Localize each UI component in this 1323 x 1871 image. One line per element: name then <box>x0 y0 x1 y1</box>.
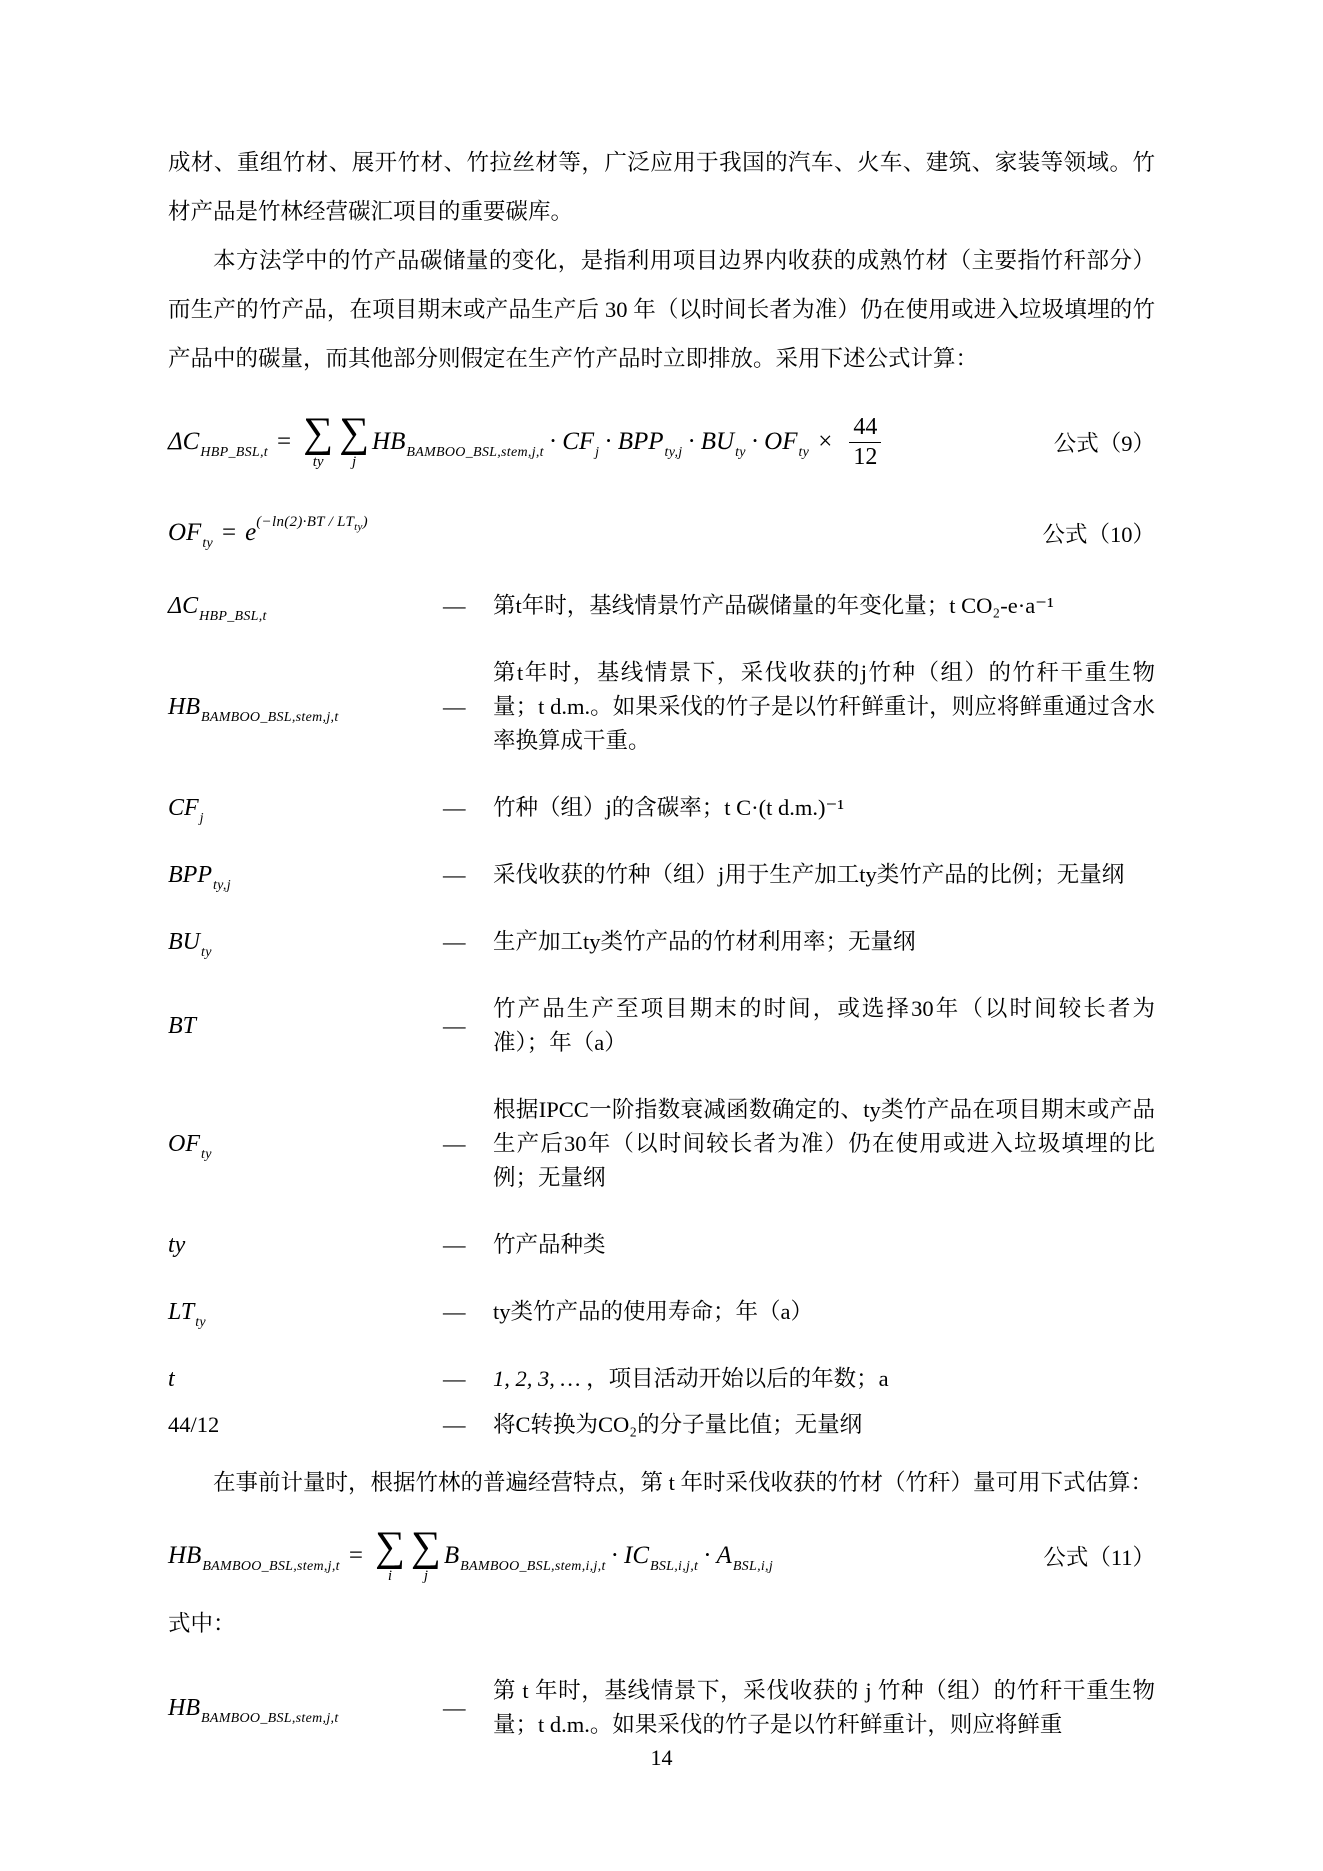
definition-row-hb-bamboo <box>168 656 1155 758</box>
term-bt: BT <box>168 1012 197 1039</box>
term-dc-hbp: $\Delta C_{HBP\_BSL,t}$ <box>168 592 267 624</box>
term-t: t <box>168 1365 175 1392</box>
definition-row-t <box>168 1362 1155 1396</box>
sum-over-i: ∑ i <box>374 1524 405 1584</box>
term-hb-final: $HB_{BAMBOO\_BSL,stem,j,t}$ <box>168 1694 339 1726</box>
formula9-term-cf: $CF_j$ <box>562 428 600 460</box>
definition-desc: 竹产品种类 <box>493 1232 606 1257</box>
paragraph-exante: 在事前计量时，根据竹林的普遍经营特点，第 t 年时采伐收获的竹材（竹秆）量可用下式估算： <box>213 1470 1154 1495</box>
definition-row-lt <box>168 1295 1155 1329</box>
em-dash: — <box>443 1013 466 1038</box>
definition-row-bt <box>168 992 1155 1060</box>
term-bpp: $BPP_{ty,j}$ <box>168 861 231 893</box>
definition-row-bu <box>168 925 1155 959</box>
em-dash: — <box>443 694 466 719</box>
definition-list <box>168 589 1155 1442</box>
em-dash: — <box>443 1232 466 1257</box>
definition-desc: 竹种（组）j的含碳率；t C·(t d.m.)⁻¹ <box>493 795 845 820</box>
em-dash: — <box>443 1366 466 1391</box>
definition-desc: 根据IPCC一阶指数衰减函数确定的、ty类竹产品在项目期末或产品生产后30年（以时间较长者为准）仍在使用或进入垃圾填埋的比例；无量纲 <box>493 1097 1155 1190</box>
dot-operator: · <box>610 1542 619 1569</box>
em-dash: — <box>443 1299 466 1324</box>
em-dash: — <box>443 1695 466 1720</box>
definition-desc: ty类竹产品的使用寿命；年（a） <box>493 1299 813 1324</box>
em-dash: — <box>443 593 466 618</box>
formula-11 <box>168 1513 1155 1599</box>
fraction-44-12: $\frac{44}{12}$ <box>849 413 881 472</box>
definition-desc: 1, 2, 3, … ，项目活动开始以后的年数；a <box>493 1366 889 1391</box>
formula9-term-bpp: $BPP_{ty,j}$ <box>617 428 683 460</box>
sum-over-j: ∑ j <box>339 410 370 470</box>
sum-over-ty: ∑ ty <box>303 410 334 470</box>
page-number: 14 <box>650 1745 673 1770</box>
em-dash: — <box>443 929 466 954</box>
definition-desc: 第 t 年时，基线情景下，采伐收获的 j 竹种（组）的竹秆干重生物量；t d.m.。如果采伐的竹子是以竹秆鲜重计，则应将鲜重 <box>493 1678 1155 1737</box>
paragraph-method: 本方法学中的竹产品碳储量的变化，是指利用项目边界内收获的成熟竹材（主要指竹秆部分）而生产的竹产品，在项目期末或产品生产后 30 年（以时间长者为准）仍在使用或进入垃圾填埋的竹产品中的碳量，而其他部分则假定在生产竹产品时立即排放。采用下述公式计算： <box>168 248 1155 371</box>
em-dash: — <box>443 795 466 820</box>
equals-sign: = <box>222 519 237 546</box>
dot-operator: · <box>604 428 613 455</box>
dot-operator: · <box>703 1542 712 1569</box>
formula9-term-bu: $BU_{ty}$ <box>700 428 746 460</box>
em-dash: — <box>443 862 466 887</box>
sum-over-j: ∑ j <box>410 1524 441 1584</box>
definition-desc: 采伐收获的竹种（组）j用于生产加工ty类竹产品的比例；无量纲 <box>493 862 1125 887</box>
formula-9 <box>168 399 1155 485</box>
formula11-label: 公式（11） <box>1043 1545 1155 1570</box>
definition-row-hb-final <box>168 1674 1155 1742</box>
paragraph-shizhong: 式中： <box>168 1611 236 1636</box>
definition-row-ty <box>168 1228 1155 1262</box>
term-cf: $CF_j$ <box>168 794 204 826</box>
definition-row-44-12 <box>168 1408 1155 1442</box>
formula9-term-hb: $HB_{BAMBOO\_BSL,stem,j,t}$ <box>372 428 544 460</box>
equals-sign: = <box>348 1542 363 1569</box>
formula10-exponent: $(-\ln(2)\cdot BT / LT_{ty})$ <box>256 513 368 533</box>
formula9-label: 公式（9） <box>1053 431 1155 456</box>
definition-desc: 将C转换为CO₂的分子量比值；无量纲 <box>493 1412 863 1437</box>
term-bu: $BU_{ty}$ <box>168 928 212 960</box>
formula10-e-base: e <box>245 519 257 546</box>
formula11-term-ic: $IC_{BSL,i,j,t}$ <box>624 1542 699 1574</box>
em-dash: — <box>443 1412 466 1437</box>
definition-row-cf <box>168 791 1155 825</box>
definition-desc: 竹产品生产至项目期末的时间，或选择30年（以时间较长者为准）；年（a） <box>493 996 1155 1055</box>
term-of: $OF_{ty}$ <box>168 1130 212 1162</box>
definition-row-bpp <box>168 858 1155 892</box>
definition-desc: 第t年时，基线情景竹产品碳储量的年变化量；t CO₂-e·a⁻¹ <box>493 593 1054 618</box>
term-44-12: 44/12 <box>168 1412 220 1437</box>
formula11-term-a: $A_{BSL,i,j}$ <box>716 1542 774 1574</box>
formula9-lhs: $\Delta C_{HBP\_BSL,t}$ <box>168 428 269 460</box>
formula9-term-of: $OF_{ty}$ <box>764 428 810 460</box>
formula-10 <box>168 503 1155 563</box>
formula11-lhs: $HB_{BAMBOO\_BSL,stem,j,t}$ <box>168 1542 340 1574</box>
definition-row-dc-hbp <box>168 589 1155 623</box>
em-dash: — <box>443 1131 466 1156</box>
term-hb-bamboo: $HB_{BAMBOO\_BSL,stem,j,t}$ <box>168 693 339 725</box>
term-lt: $LT_{ty}$ <box>168 1298 206 1330</box>
times-sign: × <box>818 428 833 455</box>
dot-operator: · <box>548 428 558 455</box>
formula11-term-b: $B_{BAMBOO\_BSL,stem,i,j,t}$ <box>443 1542 606 1574</box>
formula10-lhs: $OF_{ty}$ <box>168 519 214 551</box>
equals-sign: = <box>277 428 292 455</box>
paragraph-intro: 成材、重组竹材、展开竹材、竹拉丝材等，广泛应用于我国的汽车、火车、建筑、家装等领域。竹材产品是竹林经营碳汇项目的重要碳库。 <box>168 150 1155 224</box>
formula10-label: 公式（10） <box>1042 522 1155 547</box>
dot-operator: · <box>687 428 696 455</box>
definition-desc: 第t年时，基线情景下，采伐收获的j竹种（组）的竹秆干重生物量；t d.m.。如果采伐的竹子是以竹秆鲜重计，则应将鲜重通过含水率换算成干重。 <box>493 660 1155 753</box>
term-ty: ty <box>168 1231 186 1258</box>
definition-row-of <box>168 1093 1155 1195</box>
definition-desc: 生产加工ty类竹产品的竹材利用率；无量纲 <box>493 929 916 954</box>
dot-operator: · <box>750 428 760 455</box>
